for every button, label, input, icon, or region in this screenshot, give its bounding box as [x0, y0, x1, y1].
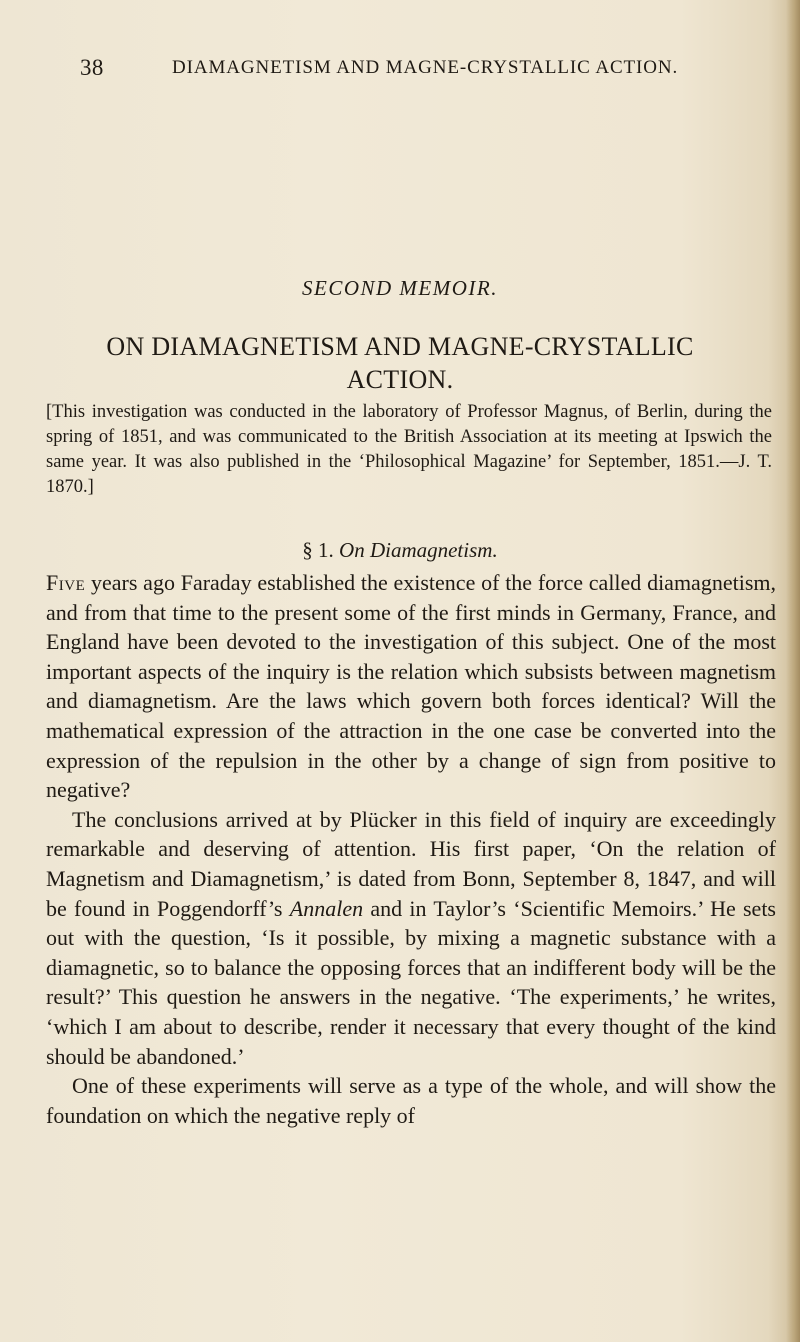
section-heading — [0, 538, 800, 563]
memoir-label: SECOND MEMOIR. — [302, 276, 498, 300]
page-edge-shadow — [786, 0, 800, 1342]
paragraph: One of these experiments will serve as a type of the whole, and will show the foundation on which the negative reply of — [46, 1073, 776, 1128]
editorial-note: [This investigation was conducted in the laboratory of Professor Magnus, of Berlin, during the spring of 1851, and was communicated to the British Association at its meeting at Ipswich the same year. It was also published in the ‘Philosophical Magazine’ for September, 1851.—J. T. 1870.] — [46, 402, 772, 497]
body-text — [46, 568, 776, 1130]
running-head — [80, 52, 720, 84]
section-number: § 1. — [302, 538, 334, 562]
chapter-title — [70, 330, 730, 396]
chapter-title-line: ON DIAMAGNETISM AND MAGNE-CRYSTALLIC — [106, 332, 694, 361]
paragraph-text: and in Taylor’s ‘Scientific Memoirs.’ He sets out with the question, ‘Is it possible, by mixing a magnetic substance with a diamagnetic, so to balance the opposing forces that an indifferent body will be the result?’ This question he answers in the negative. ‘The experiments,’ he writes, ‘which I am about to describe, render it necessary that every thought of the kind should be abandoned.’ — [46, 895, 776, 1069]
journal-title: Annalen — [289, 895, 364, 921]
chapter-title-line: ACTION. — [346, 365, 454, 394]
section-title: On Diamagnetism. — [339, 538, 498, 562]
running-title: DIAMAGNETISM AND MAGNE-CRYSTALLIC ACTION. — [172, 57, 679, 78]
lead-word: Five — [46, 570, 86, 595]
paragraph — [46, 805, 776, 1071]
paragraph-text: years ago Faraday established the existence of the force called diamagnetism, and from that time to the present some of the first minds in Germany, France, and England have been devoted to the investigation of this subject. One of the most important aspects of the inquiry is the relation which subsists between magnetism and diamagnetism. Are the laws which govern both forces identical? Will the mathematical expression of the attraction in the one case be converted into the expression of the repulsion in the other by a change of sign from positive to negative? — [46, 570, 776, 803]
paragraph-text: The conclusions arrived at by Plücker in this field of inquiry are exceedingly remarkable and deserving of attention. His first paper, ‘On the relation of Magnetism and Diamagnetism,’ is dated from Bonn, September 8, 1847, and will be found in Poggendorff’s — [46, 806, 776, 921]
page-number: 38 — [80, 55, 104, 80]
paragraph — [46, 568, 776, 805]
